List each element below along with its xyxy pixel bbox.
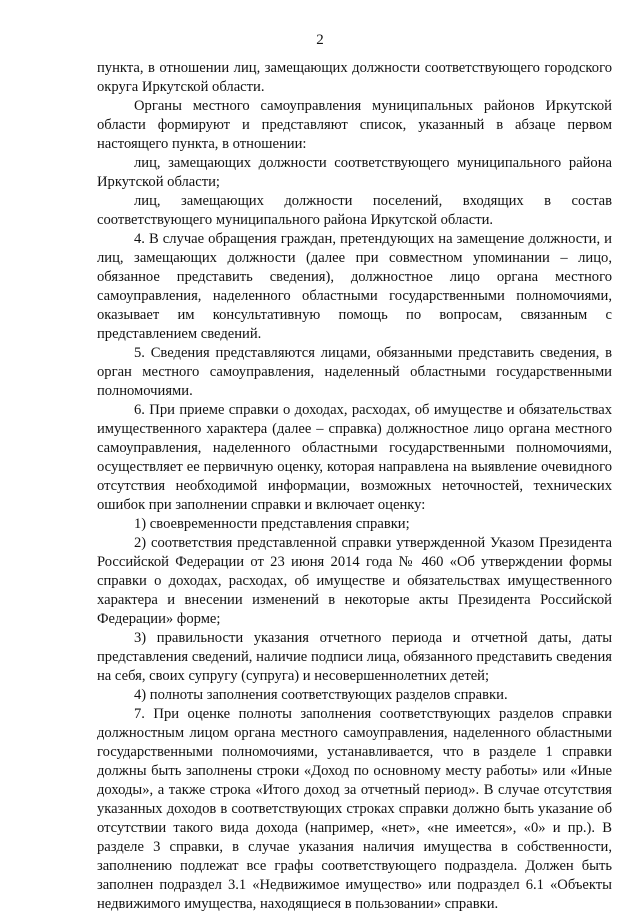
- paragraph: пункта, в отношении лиц, замещающих должности соответствующего городского округа Иркутской области.: [97, 60, 612, 95]
- paragraph: Органы местного самоуправления муниципальных районов Иркутской области формируют и представляют список, указанный в абзаце первом настоящего пункта, в отношении:: [97, 98, 612, 152]
- page-number: 2: [316, 32, 324, 48]
- paragraph: 2) соответствия представленной справки утвержденной Указом Президента Российской Федерации от 23 июня 2014 года № 460 «Об утверждении формы справки о доходах, расходах, об имуществе и обязательствах имущественного характера и внесении изменений в некоторые акты Президента Российской Федерации» форме;: [97, 535, 612, 627]
- paragraph: 5. Сведения представляются лицами, обязанными представить сведения, в орган местного самоуправления, наделенный областными государственными полномочиями.: [97, 345, 612, 399]
- paragraph: 4. В случае обращения граждан, претендующих на замещение должности, и лиц, замещающих должности (далее при совместном упоминании – лицо, обязанное представить сведения), должностное лицо органа местного самоуправления, наделенного областными государственными полномочиями, оказывает им консультативную помощь по вопросам, связанным с представлением сведений.: [97, 231, 612, 342]
- document-body: [97, 59, 612, 914]
- paragraph: лиц, замещающих должности соответствующего муниципального района Иркутской области;: [97, 155, 612, 190]
- paragraph: 3) правильности указания отчетного периода и отчетной даты, даты представления сведений, наличие подписи лица, обязанного представить сведения на себя, своих супругу (супруга) и несовершеннолетних детей;: [97, 630, 612, 684]
- paragraph: 4) полноты заполнения соответствующих разделов справки.: [134, 687, 508, 703]
- paragraph: 1) своевременности представления справки;: [134, 516, 410, 532]
- paragraph: 6. При приеме справки о доходах, расходах, об имуществе и обязательствах имущественного характера (далее – справка) должностное лицо органа местного самоуправления, наделенного областными государственными полномочиями, осуществляет ее первичную оценку, которая направлена на выявление очевидного отсутствия необходимой информации, возможных неточностей, технических ошибок при заполнении справки и включает оценку:: [97, 402, 612, 513]
- paragraph: 7. При оценке полноты заполнения соответствующих разделов справки должностным лицом органа местного самоуправления, наделенного областными государственными полномочиями, устанавливается, что в разделе 1 справки должны быть заполнены строки «Доход по основному месту работы» или «Иные доходы», а также строка «Итого доход за отчетный период». В случае отсутствия указанных доходов в соответствующих строках справки должно быть указание об отсутствии такого вида дохода (например, «нет», «не имеется», «0» и пр.). В разделе 3 справки, в случае указания наличия имущества в собственности, заполнению подлежат все графы соответствующего подраздела. Должен быть заполнен подраздел 3.1 «Недвижимое имущество» или подраздел 6.1 «Объекты недвижимого имущества, находящиеся в пользовании» справки.: [97, 706, 612, 912]
- paragraph: лиц, замещающих должности поселений, входящих в состав соответствующего муниципального района Иркутской области.: [97, 193, 612, 228]
